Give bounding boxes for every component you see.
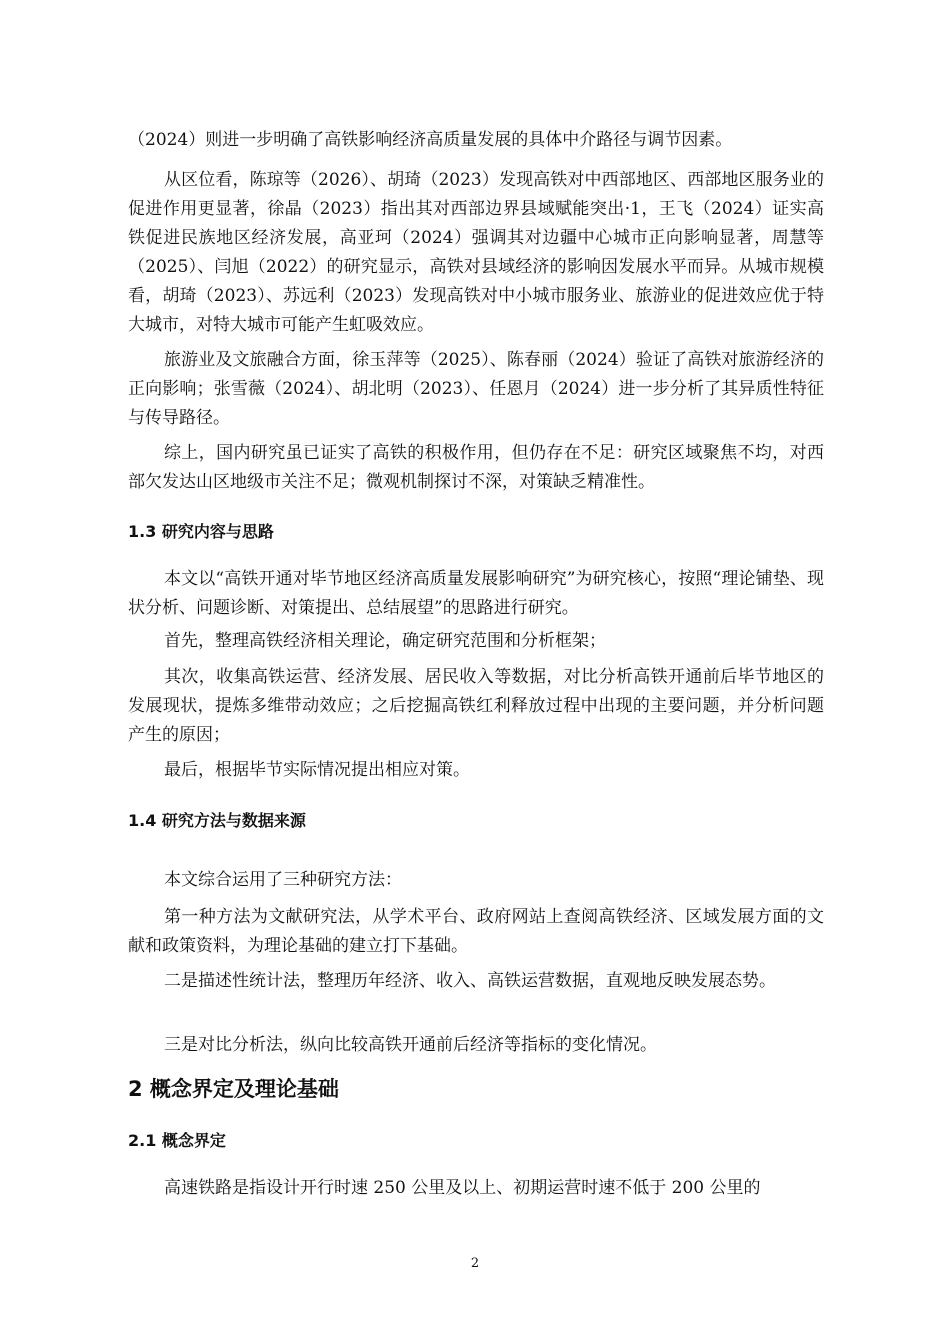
paragraph-text: 最后，根据毕节实际情况提出相应对策。	[164, 760, 470, 780]
paragraph-hsr-definition	[128, 1174, 824, 1203]
paragraph-text: 综上，国内研究虽已证实了高铁的积极作用，但仍存在不足：研究区域聚焦不均，对西部欠发达山区地级市关注不足；微观机制探讨不深，对策缺乏精准性。	[128, 443, 824, 492]
paragraph-text: 第一种方法为文献研究法，从学术平台、政府网站上查阅高铁经济、区域发展方面的文献和政策资料，为理论基础的建立打下基础。	[128, 907, 824, 956]
paragraph-regional	[128, 166, 824, 340]
section-heading-1-3: 1.3 研究内容与思路	[128, 522, 274, 541]
section-heading-1-4: 1.4 研究方法与数据来源	[128, 811, 306, 830]
paragraph-text: 首先，整理高铁经济相关理论，确定研究范围和分析框架；	[164, 631, 606, 651]
paragraph-text: 从区位看，陈琼等（2026）、胡琦（2023）发现高铁对中西部地区、西部地区服务业的促进作用更显著，徐晶（2023）指出其对西部边界县域赋能突出·1，王飞（2024）证实高铁促进民族地区经济发展，高亚珂（2024）强调其对边疆中心城市正向影响显著，周慧等（2025）、闫旭（2022）的研究显示，高铁对县域经济的影响因发展水平而异。从城市规模看，胡琦（2023）、苏远利（2023）发现高铁对中小城市服务业、旅游业的促进效应优于特大城市，对特大城市可能产生虹吸效应。	[128, 170, 824, 335]
paragraph-text: 旅游业及文旅融合方面，徐玉萍等（2025）、陈春丽（2024）验证了高铁对旅游经济的正向影响；张雪薇（2024）、胡北明（2023）、任恩月（2024）进一步分析了其异质性特征与传导路径。	[128, 350, 824, 428]
paragraph-text: 本文以“高铁开通对毕节地区经济高质量发展影响研究”为研究核心，按照“理论铺垫、现状分析、问题诊断、对策提出、总结展望”的思路进行研究。	[128, 569, 824, 618]
paragraph-tourism	[128, 346, 824, 433]
paragraph-first	[128, 627, 824, 656]
paragraph-text: 本文综合运用了三种研究方法：	[164, 870, 402, 890]
paragraph-second	[128, 663, 824, 750]
paragraph-text: 高速铁路是指设计开行时速 250 公里及以上、初期运营时速不低于 200 公里的	[164, 1178, 761, 1198]
section-heading-2-1: 2.1 概念界定	[128, 1131, 226, 1150]
paragraph-research-core	[128, 565, 824, 623]
paragraph-text: （2024）则进一步明确了高铁影响经济高质量发展的具体中介路径与调节因素。	[128, 130, 733, 150]
paragraph-method-one	[128, 903, 824, 961]
paragraph-text: 三是对比分析法，纵向比较高铁开通前后经济等指标的变化情况。	[164, 1035, 657, 1055]
chapter-heading-2: 2 概念界定及理论基础	[128, 1077, 339, 1101]
paragraph-method-three	[128, 1031, 824, 1060]
paragraph-last	[128, 756, 824, 785]
paragraph-text: 二是描述性统计法，整理历年经济、收入、高铁运营数据，直观地反映发展态势。	[164, 971, 776, 991]
page-number: 2	[470, 1256, 480, 1271]
paragraph-text: 其次，收集高铁运营、经济发展、居民收入等数据，对比分析高铁开通前后毕节地区的发展现状，提炼多维带动效应；之后挖掘高铁红利释放过程中出现的主要问题，并分析问题产生的原因；	[128, 667, 824, 745]
paragraph-methods-intro	[128, 866, 824, 895]
paragraph-summary	[128, 439, 824, 497]
paragraph-method-two	[128, 967, 824, 996]
paragraph-intro-continued	[128, 126, 824, 155]
